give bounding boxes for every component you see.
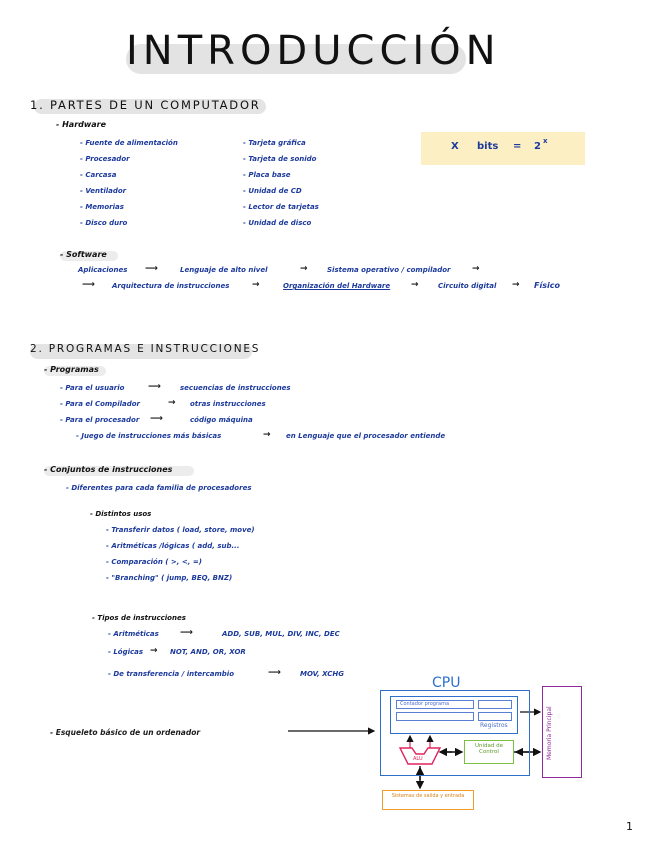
tipos-label: - Tipos de instrucciones xyxy=(92,614,186,622)
alu-label: ALU xyxy=(413,756,423,762)
programas-item-compilador: - Para el Compilador xyxy=(60,400,140,408)
programas-item-procesador-value: código máquina xyxy=(190,416,253,424)
arrow-right-icon: → xyxy=(168,398,176,408)
register-box xyxy=(478,712,512,721)
programas-item-procesador: - Para el procesador xyxy=(60,416,140,424)
control-unit-label: Unidad de Control xyxy=(474,743,503,755)
programas-sub-item: - Juego de instrucciones más básicas xyxy=(76,432,222,440)
list-item: - Carcasa xyxy=(80,171,117,179)
register-box xyxy=(478,700,512,709)
programas-item-usuario: - Para el usuario xyxy=(60,384,125,392)
tipos-item-transferencia: - De transferencia / intercambio xyxy=(108,670,235,678)
io-label: Sistemas de salida y entrada xyxy=(391,793,465,799)
arrow-right-icon: ⟶ xyxy=(148,382,161,392)
arrow-right-icon: → xyxy=(472,264,480,274)
list-item: - Ventilador xyxy=(80,187,127,195)
programas-item-compilador-value: otras instrucciones xyxy=(190,400,266,408)
tipos-item-aritmeticas-value: ADD, SUB, MUL, DIV, INC, DEC xyxy=(222,630,340,638)
arrow-right-icon: ⟶ xyxy=(82,280,95,290)
arrow-right-icon: → xyxy=(300,264,308,274)
arrow-right-icon: → xyxy=(252,280,260,290)
list-item: - Placa base xyxy=(243,171,291,179)
arrow-right-icon: ⟶ xyxy=(268,668,281,678)
software-flow-1: Aplicaciones xyxy=(78,266,128,274)
programas-sub-item-value: en Lenguaje que el procesador entiende xyxy=(286,432,446,440)
registros-label: Registros xyxy=(480,722,508,729)
tipos-item-aritmeticas: - Aritméticas xyxy=(108,630,159,638)
programas-item-usuario-value: secuencias de instrucciones xyxy=(180,384,291,392)
section2-heading: 2. PROGRAMAS E INSTRUCCIONES xyxy=(30,343,261,355)
formula-exponent: x xyxy=(543,137,548,145)
page-title: INTRODUCCIÓN xyxy=(126,28,501,74)
arrow-right-icon: ⟶ xyxy=(150,414,163,424)
usos-label: - Distintos usos xyxy=(90,510,152,518)
arrow-right-icon: → xyxy=(411,280,419,290)
arrow-right-icon: → xyxy=(263,430,271,440)
usos-item: - Transferir datos ( load, store, move) xyxy=(106,526,255,534)
list-item: - Unidad de CD xyxy=(243,187,302,195)
software-label: - Software xyxy=(60,250,107,259)
usos-item: - Aritméticas /lógicas ( add, sub... xyxy=(106,542,240,550)
list-item: - Unidad de disco xyxy=(243,219,312,227)
formula-x: X xyxy=(451,141,459,152)
contador-label: Contador programa xyxy=(400,701,450,707)
list-item: - Procesador xyxy=(80,155,130,163)
software-flow-7: Físico xyxy=(534,281,560,290)
programas-label: - Programas xyxy=(44,365,99,374)
list-item: - Lector de tarjetas xyxy=(243,203,319,211)
arrow-right-icon: ⟶ xyxy=(145,264,158,274)
section1-heading: 1. PARTES DE UN COMPUTADOR xyxy=(30,98,261,112)
esqueleto-label: - Esqueleto básico de un ordenador xyxy=(50,728,201,737)
tipos-item-transferencia-value: MOV, XCHG xyxy=(300,670,344,678)
list-item: - Tarjeta gráfica xyxy=(243,139,306,147)
page-number: 1 xyxy=(626,820,633,833)
register-box xyxy=(396,712,474,721)
usos-item: - "Branching" ( jump, BEQ, BNZ) xyxy=(106,574,233,582)
arrow-right-icon: → xyxy=(512,280,520,290)
software-flow-6: Circuito digital xyxy=(438,282,497,290)
formula-bits: bits xyxy=(477,141,499,152)
hardware-label: - Hardware xyxy=(56,120,107,129)
cpu-label: CPU xyxy=(432,675,461,691)
memory-label: Memoria Principal xyxy=(546,706,553,760)
list-item: - Memorias xyxy=(80,203,124,211)
formula-equals: = xyxy=(513,141,522,152)
conjuntos-sub-item: - Diferentes para cada familia de procesadores xyxy=(66,484,252,492)
list-item: - Disco duro xyxy=(80,219,128,227)
list-item: - Fuente de alimentación xyxy=(80,139,178,147)
formula-power: 2 xyxy=(534,141,541,152)
software-flow-4: Arquitectura de instrucciones xyxy=(112,282,230,290)
software-flow-3: Sistema operativo / compilador xyxy=(327,266,451,274)
conjuntos-label: - Conjuntos de instrucciones xyxy=(44,465,173,474)
arrow-right-icon: ⟶ xyxy=(180,628,193,638)
arrow-right-icon: → xyxy=(150,646,158,656)
tipos-item-logicas: - Lógicas xyxy=(108,648,144,656)
software-flow-5: Organización del Hardware xyxy=(283,282,391,290)
usos-item: - Comparación ( >, <, =) xyxy=(106,558,202,566)
list-item: - Tarjeta de sonido xyxy=(243,155,317,163)
tipos-item-logicas-value: NOT, AND, OR, XOR xyxy=(170,648,246,656)
software-flow-2: Lenguaje de alto nivel xyxy=(180,266,268,274)
